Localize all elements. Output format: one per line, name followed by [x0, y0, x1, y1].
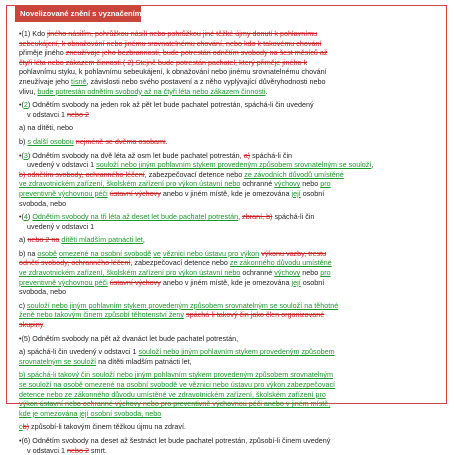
- text-line: [19, 287, 437, 297]
- text-line: [19, 123, 437, 133]
- text-line: [19, 179, 437, 189]
- text-run: ): [27, 212, 33, 222]
- text-line: [19, 189, 437, 199]
- deleted-text: odnětí svobody, ochranného léčení: [19, 258, 131, 268]
- text-run: a) na dítěti, nebo: [19, 123, 73, 133]
- inserted-text: osobě: [37, 248, 57, 258]
- inserted-text: její: [291, 188, 301, 198]
- text-line: [19, 268, 437, 278]
- document-body: [19, 29, 437, 455]
- deleted-text: b) odnětím svobody, ochranného léčení: [19, 169, 145, 179]
- text-line: [19, 258, 437, 268]
- inserted-text: ve zdravotnickém zařízení, školském zařízení pro výkon ústavní nebo: [19, 268, 241, 278]
- text-line: [19, 222, 437, 232]
- text-line: [19, 151, 437, 161]
- text-line: [19, 320, 437, 330]
- text-run: uvedený v odstavci 1: [27, 160, 97, 170]
- inserted-text: výkon ústavní nebo ochranné výchovy nebo pro preventivně výchovnou péči anebo v jiném místě,: [19, 399, 331, 409]
- deleted-text: nebo 2 na: [27, 235, 60, 245]
- text-run: , závislosti nebo svého postavení a z něho vyplývající důvěryhodnosti nebo: [86, 76, 326, 86]
- text-line: [19, 347, 437, 357]
- text-line: [19, 249, 437, 259]
- inserted-text: souloží nebo jiným pohlavním stykem provedeným způsobem srovnatelným se souloží: [96, 160, 372, 170]
- text-line: [19, 278, 437, 288]
- deleted-text: ústavní výchovy: [109, 277, 161, 287]
- deleted-text: čtyři léta nebo zákazem činnosti.( 2) Stejně bude potrestán pachatel, který přiměje jiného k: [19, 57, 308, 67]
- text-run: ,: [238, 212, 243, 222]
- text-run: zneužívaje jeho: [19, 76, 71, 86]
- inserted-text: detence nebo ze zákonného důvodu umístěné ve zdravotnickém zařízení, školském zařízení pro: [19, 389, 326, 399]
- text-line: [19, 137, 437, 147]
- text-run: c): [19, 300, 27, 310]
- text-run: nebo: [300, 179, 321, 189]
- text-run: vlivu,: [19, 86, 38, 96]
- text-line: [19, 160, 437, 170]
- text-run: spáchá-li čin: [250, 150, 293, 160]
- inserted-text: Odnětím svobody na tři léta až deset let bude pachatel potrestán: [32, 212, 239, 222]
- deleted-text: nebo 2: [66, 109, 89, 119]
- text-run: a): [19, 235, 28, 245]
- text-run: ochranné: [240, 268, 275, 278]
- text-line: [19, 334, 437, 344]
- text-line: [19, 77, 437, 87]
- text-line: [19, 409, 437, 419]
- deleted-text: zbraní, b): [242, 212, 273, 222]
- inserted-text: dítěti mladším patnácti let: [61, 235, 143, 245]
- deleted-text: nejméně se dvěma osobami: [75, 136, 166, 146]
- inserted-text: 4: [23, 212, 28, 222]
- inserted-text: srovnatelným se souloží: [19, 356, 97, 366]
- inserted-text: ze zákonného důvodu umístěné: [229, 258, 332, 268]
- text-run: ,: [142, 235, 145, 245]
- inserted-text: věznici nebo ústavu pro výkon: [162, 248, 260, 258]
- text-line: [19, 370, 437, 380]
- inserted-text: c: [19, 422, 23, 432]
- text-run: ,: [371, 160, 374, 170]
- inserted-text: 3: [23, 150, 28, 160]
- text-run: svoboda, nebo: [19, 198, 67, 208]
- inserted-text: b) spáchá-li takový čin souloží nebo jiným pohlavním stykem provedeným způsobem srovnatelným: [19, 370, 333, 380]
- deleted-text: sebeukájení, k obnažování nebo jinému srovnatelnému chování, nebo kdo k takovému chování: [19, 38, 322, 48]
- deleted-text: jiného násilím, pohrůžkou násilí nebo pohrůžkou jiné těžké újmy donutí k pohlavnímu: [47, 29, 318, 38]
- text-run: .: [165, 136, 168, 146]
- text-line: [19, 199, 437, 209]
- text-run: b) na: [19, 248, 38, 258]
- inserted-text: s další osobou: [27, 136, 74, 146]
- inserted-text: preventivně výchovnou péči: [19, 188, 108, 198]
- inserted-text: se souloží na osobě omezené na osobní svobodě ve věznici nebo ústavu pro výkon zabezpečovací: [19, 380, 336, 389]
- text-run: osobní: [300, 277, 325, 287]
- deleted-text: b): [22, 422, 29, 432]
- text-run: na dítěti mladším patnácti let,: [96, 356, 192, 366]
- deleted-text: zneužívaje jeho bezbrannosti, bude potrestán odnětím svobody na šest měsíců až: [65, 48, 328, 58]
- text-line: [19, 235, 437, 245]
- inserted-text: výchovy: [274, 268, 301, 278]
- deleted-text: spáchá-li takový čin jako člen organizované: [186, 310, 325, 320]
- section-header: Novelizované znění s vyznačením změn: [15, 6, 141, 22]
- text-line: [19, 58, 437, 68]
- inserted-text: ve: [153, 248, 161, 258]
- text-run: •(1) Kdo: [19, 29, 48, 38]
- inserted-text: 2: [23, 100, 28, 110]
- text-line: [19, 399, 437, 409]
- text-run: způsobí-li takovým činem těžkou újmu na zdraví.: [29, 422, 186, 432]
- text-run: anebo v jiném místě, kde je omezována: [160, 277, 292, 287]
- inserted-text: ze závodních důvodů umístěné: [244, 169, 344, 179]
- text-line: [19, 110, 437, 120]
- inserted-text: souloží nebo jiným pohlavním stykem provedeným způsobem srovnatelným se souloží na těhotné: [26, 300, 339, 310]
- deleted-text: ústavní výchovy: [109, 188, 161, 198]
- text-run: a) spáchá-li čin uvedený v odstavci 1: [19, 347, 139, 357]
- text-run: přiměje jiného: [19, 48, 66, 58]
- text-line: [19, 170, 437, 180]
- deleted-text: výkonu vazby, trestu: [261, 248, 327, 258]
- text-line: [19, 390, 437, 400]
- inserted-text: výchovy: [274, 179, 301, 189]
- text-run: , zabezpečovací detence nebo: [130, 258, 230, 268]
- text-run: smrt.: [88, 445, 107, 455]
- text-line: [19, 100, 437, 110]
- text-run: •(6) Odnětím svobody na deset až šestnáct let bude pachatel potrestán, způsobí-li činem uvedený: [19, 435, 331, 445]
- inserted-text: ženě nebo takovým činem způsobí těhotenství ženy: [19, 310, 185, 320]
- text-run: , zabezpečovací detence nebo: [144, 169, 245, 179]
- text-run: osobní: [300, 188, 325, 198]
- text-run: anebo v jiném místě, kde je omezována: [160, 188, 292, 198]
- deleted-text: nebo 2: [66, 445, 89, 455]
- text-line: [19, 48, 437, 58]
- inserted-text: ve zdravotnickém zařízení, školském zařízení pro výkon ústavní nebo: [19, 179, 241, 189]
- text-run: spáchá-li čin: [272, 212, 315, 222]
- text-line: [19, 39, 437, 49]
- text-run: ochranné: [240, 179, 275, 189]
- text-run: ) Odnětím svobody na dvě léta až osm let bude pachatel potrestán,: [27, 150, 244, 160]
- text-line: [19, 310, 437, 320]
- text-run: uvedený v odstavci 1: [27, 221, 95, 231]
- inserted-text: omezené na osobní svobodě: [58, 248, 152, 258]
- text-run: nebo: [300, 268, 321, 278]
- text-run: •(: [19, 212, 24, 222]
- text-run: •(: [19, 150, 24, 160]
- text-line: [19, 446, 437, 455]
- text-line: [19, 380, 437, 390]
- text-line: [19, 436, 437, 446]
- deleted-text: a): [243, 150, 251, 160]
- document-frame: [6, 5, 447, 455]
- text-run: pohlavnímu styku, k pohlavnímu sebeukájení, k obnažování nebo jinému srovnatelnému chování: [19, 67, 327, 77]
- inserted-text: pro: [320, 268, 331, 278]
- text-run: .: [42, 320, 45, 330]
- text-line: [19, 357, 437, 367]
- text-run: svoboda, nebo: [19, 287, 67, 297]
- deleted-text: skupiny: [19, 320, 43, 330]
- text-line: [19, 212, 437, 222]
- text-line: [19, 301, 437, 311]
- text-run: v odstavci 1: [27, 445, 67, 455]
- text-line: [19, 67, 437, 77]
- inserted-text: její: [291, 277, 301, 287]
- inserted-text: tísně: [70, 76, 87, 86]
- text-run: b): [19, 136, 28, 146]
- text-line: [19, 422, 437, 432]
- text-run: •(5) Odnětím svobody na pět až dvanáct let bude pachatel potrestán,: [19, 333, 239, 343]
- inserted-text: pro: [320, 179, 331, 189]
- text-run: ) Odnětím svobody na jeden rok až pět let bude pachatel potrestán, spáchá-li čin uvedený: [27, 100, 314, 110]
- inserted-text: kde je omezována její osobní svoboda, nebo: [19, 408, 162, 418]
- text-run: .: [265, 86, 268, 96]
- inserted-text: preventivně výchovnou péči: [19, 277, 108, 287]
- text-line: [19, 29, 437, 39]
- text-line: [19, 87, 437, 97]
- inserted-text: souloží nebo jiným pohlavním stykem provedeným způsobem: [138, 347, 335, 357]
- text-run: •(: [19, 100, 24, 110]
- inserted-text: bude potrestán odnětím svobody až na čtyři léta nebo zákazem činnosti: [37, 86, 266, 96]
- text-run: v odstavci 1: [27, 109, 67, 119]
